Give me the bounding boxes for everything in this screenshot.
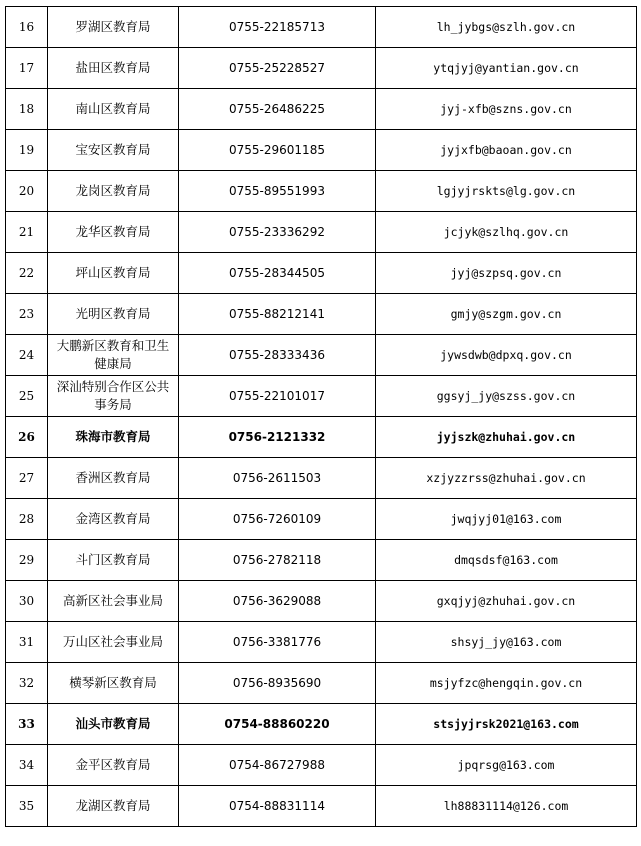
- phone-number: 0755-29601185: [179, 130, 376, 171]
- table-body: [6, 7, 637, 827]
- organization-name: 龙岗区教育局: [48, 171, 179, 212]
- phone-number: 0754-86727988: [179, 745, 376, 786]
- row-number: 16: [6, 7, 48, 48]
- email-address: shsyj_jy@163.com: [376, 622, 637, 663]
- table-row: [6, 335, 637, 376]
- organization-name: 汕头市教育局: [48, 704, 179, 745]
- email-address: dmqsdsf@163.com: [376, 540, 637, 581]
- phone-number: 0755-28344505: [179, 253, 376, 294]
- email-address: jywsdwb@dpxq.gov.cn: [376, 335, 637, 376]
- row-number: 20: [6, 171, 48, 212]
- phone-number: 0756-7260109: [179, 499, 376, 540]
- phone-number: 0755-25228527: [179, 48, 376, 89]
- table-row: [6, 212, 637, 253]
- organization-name: 龙湖区教育局: [48, 786, 179, 827]
- phone-number: 0755-22101017: [179, 376, 376, 417]
- table-row: [6, 458, 637, 499]
- organization-name: 光明区教育局: [48, 294, 179, 335]
- table-row: [6, 130, 637, 171]
- table-row: [6, 171, 637, 212]
- phone-number: 0754-88831114: [179, 786, 376, 827]
- row-number: 27: [6, 458, 48, 499]
- contact-table: [5, 6, 637, 827]
- row-number: 29: [6, 540, 48, 581]
- email-address: gxqjyj@zhuhai.gov.cn: [376, 581, 637, 622]
- phone-number: 0756-2611503: [179, 458, 376, 499]
- email-address: jyj@szpsq.gov.cn: [376, 253, 637, 294]
- organization-name: 龙华区教育局: [48, 212, 179, 253]
- organization-name: 金平区教育局: [48, 745, 179, 786]
- email-address: lgjyjrskts@lg.gov.cn: [376, 171, 637, 212]
- row-number: 33: [6, 704, 48, 745]
- phone-number: 0756-8935690: [179, 663, 376, 704]
- phone-number: 0756-3381776: [179, 622, 376, 663]
- email-address: stsjyjrsk2021@163.com: [376, 704, 637, 745]
- email-address: jpqrsg@163.com: [376, 745, 637, 786]
- organization-name: 珠海市教育局: [48, 417, 179, 458]
- table-row: [6, 622, 637, 663]
- table-row: [6, 376, 637, 417]
- table-row: [6, 89, 637, 130]
- organization-name: 坪山区教育局: [48, 253, 179, 294]
- row-number: 23: [6, 294, 48, 335]
- email-address: lh_jybgs@szlh.gov.cn: [376, 7, 637, 48]
- email-address: jyj-xfb@szns.gov.cn: [376, 89, 637, 130]
- organization-name: 南山区教育局: [48, 89, 179, 130]
- email-address: jyjszk@zhuhai.gov.cn: [376, 417, 637, 458]
- phone-number: 0754-88860220: [179, 704, 376, 745]
- phone-number: 0756-2782118: [179, 540, 376, 581]
- table-row: [6, 499, 637, 540]
- row-number: 28: [6, 499, 48, 540]
- email-address: xzjyzzrss@zhuhai.gov.cn: [376, 458, 637, 499]
- organization-name: 金湾区教育局: [48, 499, 179, 540]
- row-number: 19: [6, 130, 48, 171]
- table-row: [6, 7, 637, 48]
- row-number: 30: [6, 581, 48, 622]
- phone-number: 0756-2121332: [179, 417, 376, 458]
- row-number: 24: [6, 335, 48, 376]
- row-number: 31: [6, 622, 48, 663]
- phone-number: 0756-3629088: [179, 581, 376, 622]
- row-number: 25: [6, 376, 48, 417]
- phone-number: 0755-89551993: [179, 171, 376, 212]
- organization-name: 罗湖区教育局: [48, 7, 179, 48]
- phone-number: 0755-88212141: [179, 294, 376, 335]
- email-address: jcjyk@szlhq.gov.cn: [376, 212, 637, 253]
- table-row: [6, 253, 637, 294]
- row-number: 17: [6, 48, 48, 89]
- email-address: jwqjyj01@163.com: [376, 499, 637, 540]
- row-number: 34: [6, 745, 48, 786]
- table-row: [6, 540, 637, 581]
- phone-number: 0755-26486225: [179, 89, 376, 130]
- organization-name: 斗门区教育局: [48, 540, 179, 581]
- phone-number: 0755-23336292: [179, 212, 376, 253]
- email-address: ytqjyj@yantian.gov.cn: [376, 48, 637, 89]
- phone-number: 0755-28333436: [179, 335, 376, 376]
- table-row: [6, 663, 637, 704]
- email-address: msjyfzc@hengqin.gov.cn: [376, 663, 637, 704]
- row-number: 18: [6, 89, 48, 130]
- table-row: [6, 745, 637, 786]
- table-row: [6, 704, 637, 745]
- table-row: [6, 294, 637, 335]
- organization-name: 香洲区教育局: [48, 458, 179, 499]
- row-number: 32: [6, 663, 48, 704]
- row-number: 26: [6, 417, 48, 458]
- email-address: lh88831114@126.com: [376, 786, 637, 827]
- organization-name: 万山区社会事业局: [48, 622, 179, 663]
- row-number: 21: [6, 212, 48, 253]
- table-row: [6, 786, 637, 827]
- email-address: jyjxfb@baoan.gov.cn: [376, 130, 637, 171]
- organization-name: 盐田区教育局: [48, 48, 179, 89]
- table-row: [6, 581, 637, 622]
- row-number: 35: [6, 786, 48, 827]
- organization-name: 宝安区教育局: [48, 130, 179, 171]
- row-number: 22: [6, 253, 48, 294]
- organization-name: 大鹏新区教育和卫生健康局: [48, 335, 179, 376]
- table-row: [6, 48, 637, 89]
- phone-number: 0755-22185713: [179, 7, 376, 48]
- email-address: gmjy@szgm.gov.cn: [376, 294, 637, 335]
- organization-name: 横琴新区教育局: [48, 663, 179, 704]
- table-row: [6, 417, 637, 458]
- organization-name: 高新区社会事业局: [48, 581, 179, 622]
- email-address: ggsyj_jy@szss.gov.cn: [376, 376, 637, 417]
- organization-name: 深汕特别合作区公共事务局: [48, 376, 179, 417]
